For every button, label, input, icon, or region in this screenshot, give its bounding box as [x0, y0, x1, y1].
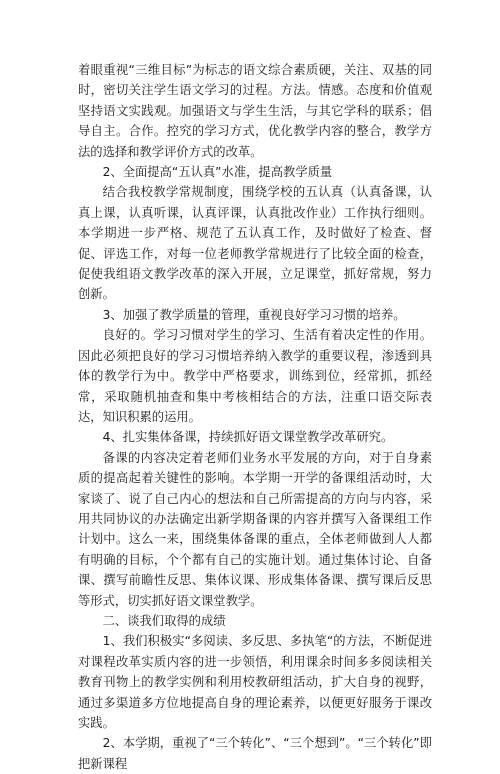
section-heading-achievements: 二、谈我们取得的成绩 — [102, 613, 226, 628]
heading-five-conscientious: 2、全面提高“五认真”水准，提高教学质量 — [102, 165, 333, 180]
paragraph: 1、我们积极实“多阅读、多反思、多执笔“的方法，不断促进对课程改革实质内容的进一步领悟，利用课余时间多多阅读相关教育刊物上的教学实例和利用校教研组活动，扩大自身的视野，通过多渠道多方位地提高自身的理论素养，以便更好服务于课改实践。 — [78, 634, 432, 730]
paragraph: 2、本学期，重视了“三个转化”、“三个想到”。“三个转化”即把新课程 — [78, 736, 432, 771]
heading-collective-lesson-prep: 4、扎实集体备课，持续抓好语文课堂教学改革研究。 — [102, 430, 394, 445]
paragraph: 良好的。学习习惯对学生的学习、生活有着决定性的作用。因此必须把良好的学习习惯培养纳入教学的重要议程，渗透到具体的教学行为中。教学中严格要求，训练到位，经常抓，抓经常，采取随机抽查和集中考核相结合的方法，注重口语交际表达，知识积累的运用。 — [78, 328, 432, 424]
paragraph: 结合我校教学常规制度，围绕学校的五认真（认真备课，认真上课，认真听课，认真评课，认真批改作业）工作执行细则。本学期进一步严格、规范了五认真工作，及时做好了检查、督促、评选工作，对每一位老师教学常规进行了比较全面的检查，促使我组语文教学改革的深入开展，立足课堂，抓好常规，努力创新。 — [78, 185, 432, 302]
document-body — [78, 60, 432, 774]
paragraph: 备课的内容决定着老师们业务水平发展的方向，对于自身素质的提高起着关键性的影响。本学期一开学的备课组活动时，大家谈了、说了自己内心的想法和自己所需提高的方向与内容，采用共同协议的办法确定出新学期备课的内容并撰写入备课组工作计划中。这么一来，围绕集体备课的重点，全体老师做到人人都有明确的目标，个个都有自己的实施计划。通过集体讨论、自备课、撰写前瞻性反思、集体议课、形成集体备课、撰写课后反思等形式，切实抓好语文课堂教学。 — [78, 450, 432, 608]
paragraph-continuation: 着眼重视“三维目标”为标志的语文综合素质硬，关注、双基的同时，密切关注学生语文学习的过程。方法。情感。态度和价值观坚持语文实践观。加强语文与学生生活，与其它学科的联系；倡导自主。合作。控究的学习方式，优化教学内容的整合，教学方法的选择和教学评价方式的改革。 — [78, 63, 432, 159]
heading-study-habits: 3、加强了教学质量的管理，重视良好学习习惯的培养。 — [102, 307, 406, 322]
